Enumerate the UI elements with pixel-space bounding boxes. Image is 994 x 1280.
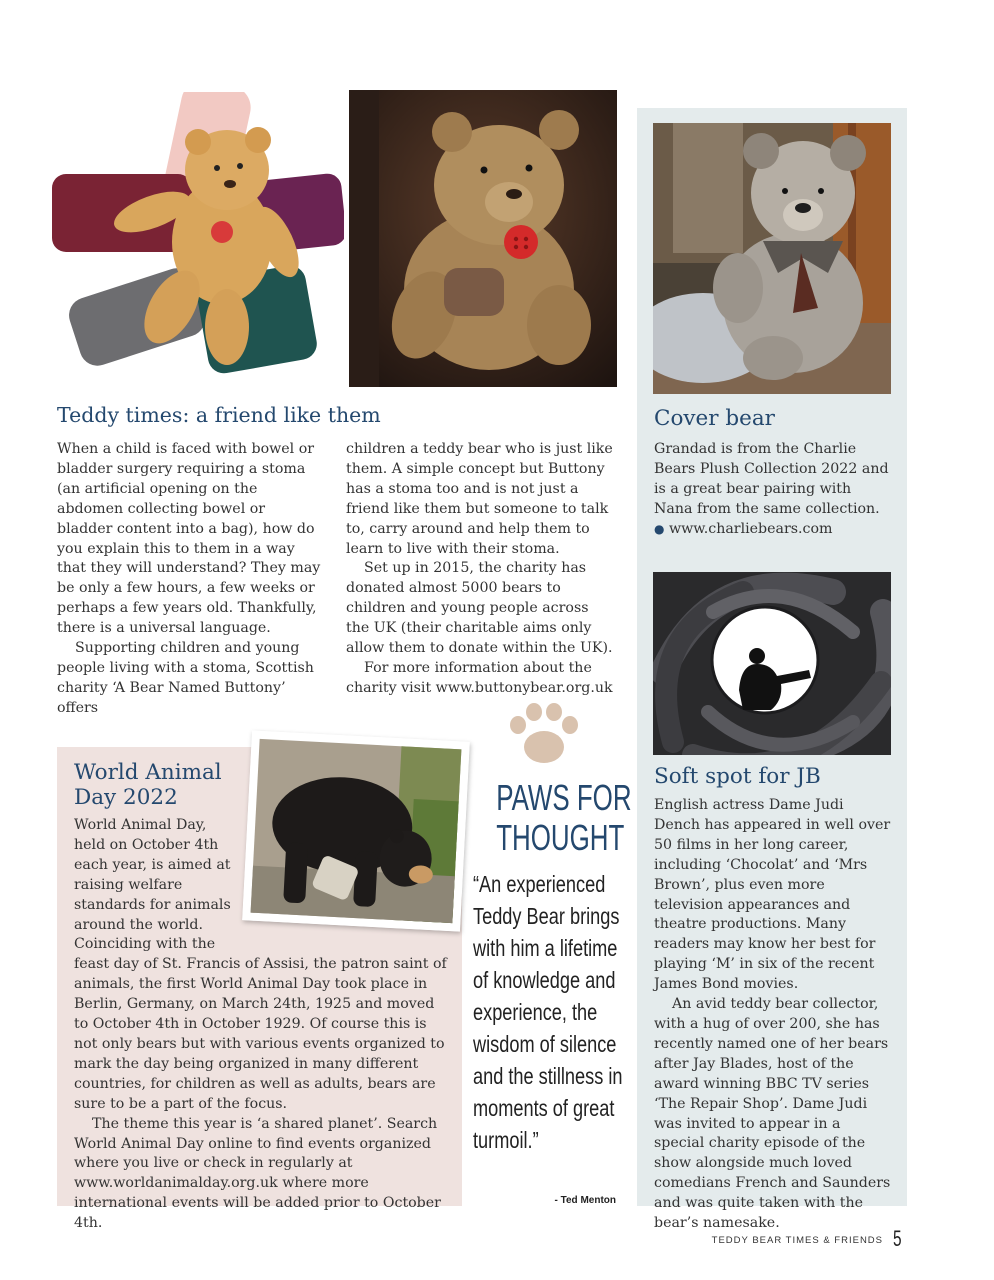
main-article-paragraph: For more information about the charity visit www.buttonybear.org.uk <box>346 659 613 696</box>
photo-buttony-bear <box>349 90 617 387</box>
world-animal-day-body <box>74 816 452 1234</box>
main-article-paragraph: Set up in 2015, the charity has donated almost 5000 bears to children and young people across the UK (their charitable aims only allow them to donate within the UK). <box>346 560 613 657</box>
world-animal-day-title-line1: World Animal <box>74 760 222 785</box>
world-animal-day-paragraph: The theme this year is ‘a shared planet’. Search World Animal Day online to find events organized where you live or check in regularly at www.worldanimalday.org.uk where more international events will be added prior to October 4th. <box>74 1115 441 1232</box>
main-article-title: Teddy times: a friend like them <box>57 403 381 427</box>
cover-bear-text: Grandad is from the Charlie Bears Plush Collection 2022 and is a great bear pairing with Nana from the same collection. <box>654 441 889 517</box>
photo-bond-gun-barrel <box>653 572 891 755</box>
main-article-paragraph: Supporting children and young people living with a stoma, Scottish charity ‘A Bear Named Buttony’ offers <box>57 640 314 716</box>
photo-teddy-with-stoma-bags <box>52 92 344 384</box>
footer-publication-name: TEDDY BEAR TIMES & FRIENDS <box>711 1235 883 1246</box>
photo-grandad-bear <box>653 123 891 394</box>
soft-spot-paragraph: An avid teddy bear collector, with a hug of over 200, she has recently named one of her bears after Jay Blades, host of the award winning BBC TV series ‘The Repair Shop’. Dame Judi was invited to appear in a special charity episode of the show alongside much loved comedians French and Saunders and was quite taken with the bear’s namesake. <box>654 996 891 1232</box>
paws-for-thought-quote: “An experienced Teddy Bear brings with him a lifetime of knowledge and experience, the wisdom of silence and the stillness in moments of great turmoil.” <box>473 871 623 1153</box>
main-article-column-1 <box>57 440 322 719</box>
world-animal-day-paragraph: World Animal Day, held on October 4th each year, is aimed at raising welfare standards for animals around the world. Coinciding with the feast day of St. Francis of Assisi, the patron saint of animals, the first World Animal Day took place in Berlin, Germany, on March 24th, 1925 and moved to October 4th in October 1929. Of course this is not only bears but with various events organized to mark the day being organized in many different countries, for children as well as adults, bears are sure to be a part of the focus. <box>74 817 447 1112</box>
quote-attribution: - Ted Menton <box>554 1195 616 1206</box>
soft-spot-paragraph: English actress Dame Judi Dench has appeared in well over 50 films in her long career, including ‘Chocolat’ and ‘Mrs Brown’, plus even more television appearances and theatre productions. Many readers may know her best for playing ‘M’ in six of the recent James Bond movies. <box>654 797 891 993</box>
paws-heading-line1: PAWS FOR <box>496 777 632 818</box>
world-animal-day-title-line2: Day 2022 <box>74 785 178 810</box>
world-animal-day-title <box>74 760 222 810</box>
wad-float-spacer <box>232 816 452 936</box>
paw-print-icon <box>508 703 580 765</box>
soft-spot-title: Soft spot for JB <box>654 764 821 789</box>
bullet-icon: ● <box>654 521 665 536</box>
page-number: 5 <box>893 1226 902 1251</box>
main-article-paragraph: When a child is faced with bowel or bladder surgery requiring a stoma (an artificial opening on the abdomen collecting bowel or bladder content into a bag), how do you explain this to them in a way that they will understand? They may be only a few hours, a few weeks or perhaps a few years old. Thankfully, there is a universal language. <box>57 441 321 637</box>
soft-spot-body <box>654 796 894 1234</box>
paws-heading-line2: THOUGHT <box>496 817 625 858</box>
main-article-column-2 <box>346 440 614 699</box>
cover-bear-title: Cover bear <box>654 406 775 431</box>
paws-for-thought-heading <box>496 777 632 858</box>
cover-bear-link-line <box>654 520 894 540</box>
main-article-paragraph: children a teddy bear who is just like them. A simple concept but Buttony has a stoma too and is not just a friend like them but someone to talk to, carry around and help them to learn to live with their stoma. <box>346 441 613 557</box>
cover-bear-body <box>654 440 894 540</box>
charliebears-link[interactable]: www.charliebears.com <box>669 520 833 537</box>
